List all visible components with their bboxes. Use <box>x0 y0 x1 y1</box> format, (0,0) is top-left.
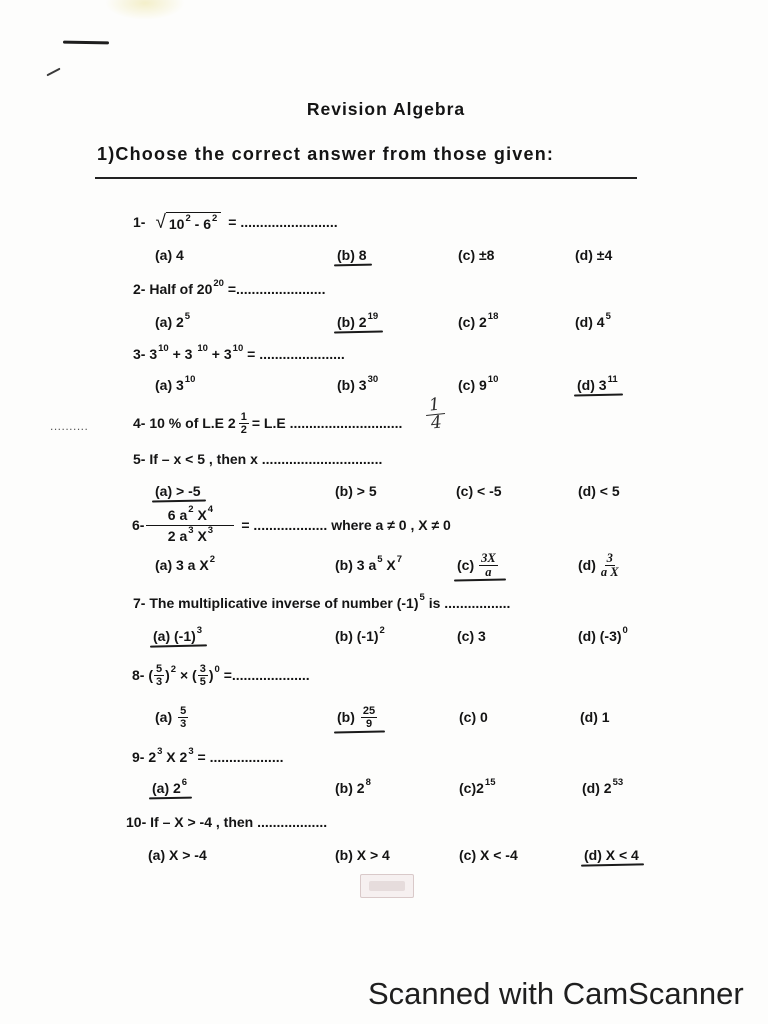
exponent: 10 <box>232 343 244 354</box>
option-fraction <box>361 705 377 730</box>
stem-text: 3- 3 <box>133 346 158 362</box>
option-b <box>335 551 402 579</box>
stem-text: 2- Half of 20 <box>133 281 213 297</box>
option-base: X <box>382 557 396 573</box>
option-d <box>584 846 639 864</box>
question-10-stem <box>126 813 327 831</box>
paren: ) <box>165 667 170 683</box>
mixed-fraction <box>239 411 249 436</box>
stem-text: 9- 2 <box>132 749 157 765</box>
radicand-term: 10 <box>168 216 185 232</box>
stem-text: 8- ( <box>132 667 153 683</box>
stem-text: X 2 <box>162 749 188 765</box>
option-exponent: 8 <box>365 777 371 788</box>
numerator <box>146 505 234 526</box>
option-d <box>578 551 622 579</box>
option-label: (d) <box>578 557 596 573</box>
denominator: 9 <box>365 717 373 730</box>
option-c <box>456 482 502 500</box>
exponent: 3 <box>188 524 194 536</box>
numerator: 1 <box>240 410 247 423</box>
handwritten-denominator: 4 <box>429 412 443 434</box>
option-base: (b) 2 <box>335 780 365 796</box>
question-6-stem <box>132 503 451 547</box>
option-base: (c) 2 <box>458 314 487 330</box>
option-exponent: 19 <box>367 311 379 322</box>
denominator <box>146 526 234 546</box>
radicand <box>166 212 221 233</box>
option-base: (a) (-1) <box>153 628 196 644</box>
option-text: (d) 1 <box>580 709 610 725</box>
term: X <box>193 527 207 544</box>
option-b <box>335 779 371 797</box>
answer-blank: = L.E ............................. <box>251 415 403 431</box>
option-exponent: 2 <box>379 625 385 636</box>
option-base: (b) (-1) <box>335 628 379 644</box>
option-c <box>457 551 501 579</box>
option-b <box>337 376 378 394</box>
option-text: (a) 4 <box>155 247 184 263</box>
option-d <box>577 376 618 394</box>
exponent: 10 <box>158 343 169 354</box>
exponent: 0 <box>214 664 220 675</box>
option-base: (d) (-3) <box>578 628 622 644</box>
radicand-term: - 6 <box>190 216 211 232</box>
option-a <box>153 627 202 645</box>
section-instruction: 1)Choose the correct answer from those given: <box>97 144 555 164</box>
option-exponent: 18 <box>487 311 499 322</box>
exponent: 2 <box>212 213 218 224</box>
exponent: 3 <box>157 746 163 757</box>
option-text: (d) < 5 <box>578 483 620 499</box>
option-exponent: 10 <box>184 374 196 385</box>
exponent: 10 <box>197 343 208 354</box>
numerator: 3X <box>481 550 496 565</box>
term: 6 a <box>167 506 188 523</box>
exponent: 20 <box>213 278 224 289</box>
option-b <box>337 703 380 731</box>
option-text: (a) > -5 <box>155 483 201 499</box>
denominator: a <box>485 564 492 579</box>
option-exponent: 6 <box>181 777 188 788</box>
option-c <box>458 246 494 264</box>
option-exponent: 10 <box>487 374 499 385</box>
answer-blank: = ................... <box>193 749 284 765</box>
numerator: 3 <box>199 662 206 675</box>
option-base: (a) 2 <box>155 314 184 330</box>
question-2-stem <box>133 280 325 298</box>
option-text: (c) 3 <box>457 628 486 644</box>
stem-text: 5- If – x < 5 , then x ............................... <box>133 451 383 467</box>
fraction <box>154 663 164 688</box>
page-number-box <box>360 874 414 898</box>
fraction <box>198 663 208 688</box>
numerator: 3 <box>606 550 613 565</box>
option-exponent: 2 <box>209 554 215 565</box>
question-number: 6- <box>132 517 145 533</box>
exponent: 4 <box>207 503 214 515</box>
pen-tick-mark <box>46 68 60 77</box>
option-fraction <box>479 552 498 579</box>
exponent: 2 <box>185 213 191 224</box>
instruction-rule <box>95 177 637 179</box>
numerator: 5 <box>156 662 163 675</box>
option-text: (b) X > 4 <box>335 847 390 863</box>
numerator: 5 <box>180 704 187 717</box>
question-8-stem <box>132 661 310 689</box>
option-base: (c) 9 <box>458 377 487 393</box>
option-exponent: 53 <box>612 777 624 788</box>
option-text: (c) X < -4 <box>459 847 518 863</box>
option-base: (c)2 <box>459 780 484 796</box>
answer-blank: = ...................... <box>243 346 345 362</box>
option-exponent: 30 <box>367 374 379 385</box>
question-4-stem <box>133 410 402 436</box>
option-base: (a) 3 <box>155 377 184 393</box>
option-exponent: 15 <box>484 777 496 788</box>
denominator: 3 <box>156 675 163 688</box>
denominator: 2 <box>240 423 247 436</box>
option-a <box>155 376 195 394</box>
option-a <box>155 313 190 331</box>
option-fraction <box>178 705 188 730</box>
option-b <box>335 482 377 500</box>
option-exponent: 5 <box>184 311 191 322</box>
question-3-stem <box>133 345 345 363</box>
option-d <box>582 779 623 797</box>
margin-dots: .......... <box>50 419 89 433</box>
pen-stroke-mark <box>63 41 109 45</box>
option-label: (b) <box>337 709 355 725</box>
answer-blank: = ................... where a ≠ 0 , X ≠ 0 <box>237 517 451 533</box>
answer-blank: =.................... <box>219 667 310 683</box>
stem-text: 10- If – X > -4 , then .................. <box>126 814 328 830</box>
option-base: (b) 3 a <box>335 557 377 573</box>
worksheet-title: Revision Algebra <box>306 99 466 119</box>
answer-blank: = ......................... <box>228 214 338 230</box>
option-d <box>575 246 612 264</box>
option-exponent: 7 <box>396 554 403 565</box>
option-text: (d) ±4 <box>575 247 613 263</box>
option-a <box>155 482 201 500</box>
numerator: 25 <box>362 704 376 717</box>
question-number: 1- <box>133 214 146 230</box>
stem-text: 4- 10 % of L.E 2 <box>133 415 236 431</box>
stem-text: × ( <box>176 667 197 683</box>
option-text: (c) 0 <box>459 709 488 725</box>
option-b <box>335 627 385 645</box>
option-text: (b) 8 <box>337 247 367 263</box>
handwritten-numerator: 1 <box>424 396 445 416</box>
exponent: 2 <box>170 664 177 675</box>
option-text: (d) X < 4 <box>584 847 639 863</box>
option-b <box>335 846 390 864</box>
option-d <box>578 627 628 645</box>
option-text: (c) ±8 <box>458 247 495 263</box>
option-text: (c) < -5 <box>456 483 502 499</box>
option-base: (d) 3 <box>577 377 607 393</box>
option-b <box>337 246 367 264</box>
option-exponent: 3 <box>196 625 203 636</box>
option-base: (d) 2 <box>582 780 612 796</box>
option-exponent: 5 <box>377 554 383 565</box>
option-c <box>458 313 498 331</box>
option-base: (b) 2 <box>337 314 367 330</box>
option-base: (a) 3 a X <box>155 557 209 573</box>
exponent: 3 <box>188 746 194 757</box>
option-a <box>152 779 187 797</box>
option-base: (d) 4 <box>575 314 605 330</box>
option-label: (a) <box>155 709 173 725</box>
handwritten-answer <box>424 396 446 432</box>
question-9-stem <box>132 748 283 766</box>
question-1-stem <box>133 211 338 233</box>
option-base: (a) 2 <box>152 780 181 796</box>
option-a <box>155 551 215 579</box>
option-text: (a) X > -4 <box>148 847 207 863</box>
term: 2 a <box>167 527 188 544</box>
term: X <box>193 506 207 523</box>
algebraic-fraction <box>146 505 234 546</box>
option-d <box>575 313 611 331</box>
option-exponent: 5 <box>605 311 611 322</box>
option-d <box>580 703 610 731</box>
option-b <box>337 313 378 331</box>
option-label: (c) <box>457 557 475 573</box>
option-text: (b) > 5 <box>335 483 377 499</box>
paren: ) <box>208 667 214 683</box>
option-a <box>155 246 184 264</box>
scan-smudge <box>105 0 185 20</box>
option-d <box>578 482 620 500</box>
exponent: 2 <box>188 503 194 515</box>
exponent: 3 <box>207 524 214 536</box>
denominator: 5 <box>199 675 206 688</box>
question-7-stem <box>133 594 510 612</box>
option-c <box>459 703 488 731</box>
answer-blank: is ................. <box>424 595 511 611</box>
exponent: 5 <box>419 592 425 603</box>
denominator: a X <box>600 564 619 579</box>
option-a <box>155 703 191 731</box>
option-base: (b) 3 <box>337 377 367 393</box>
question-5-stem <box>133 450 382 468</box>
option-exponent: 11 <box>607 374 618 385</box>
answer-blank: =....................... <box>223 281 326 297</box>
option-exponent: 0 <box>622 625 628 636</box>
denominator: 3 <box>180 717 187 730</box>
option-a <box>148 846 207 864</box>
option-c <box>459 846 518 864</box>
stem-text: + 3 <box>168 346 197 362</box>
stem-text: + 3 <box>207 346 232 362</box>
stem-text: 7- The multiplicative inverse of number (-1) <box>133 595 419 611</box>
scanner-watermark: Scanned with CamScanner <box>368 976 744 1011</box>
option-fraction <box>601 552 619 579</box>
option-c <box>458 376 498 394</box>
option-c <box>459 779 495 797</box>
radical-sign: √ <box>155 212 166 233</box>
option-c <box>457 627 486 645</box>
